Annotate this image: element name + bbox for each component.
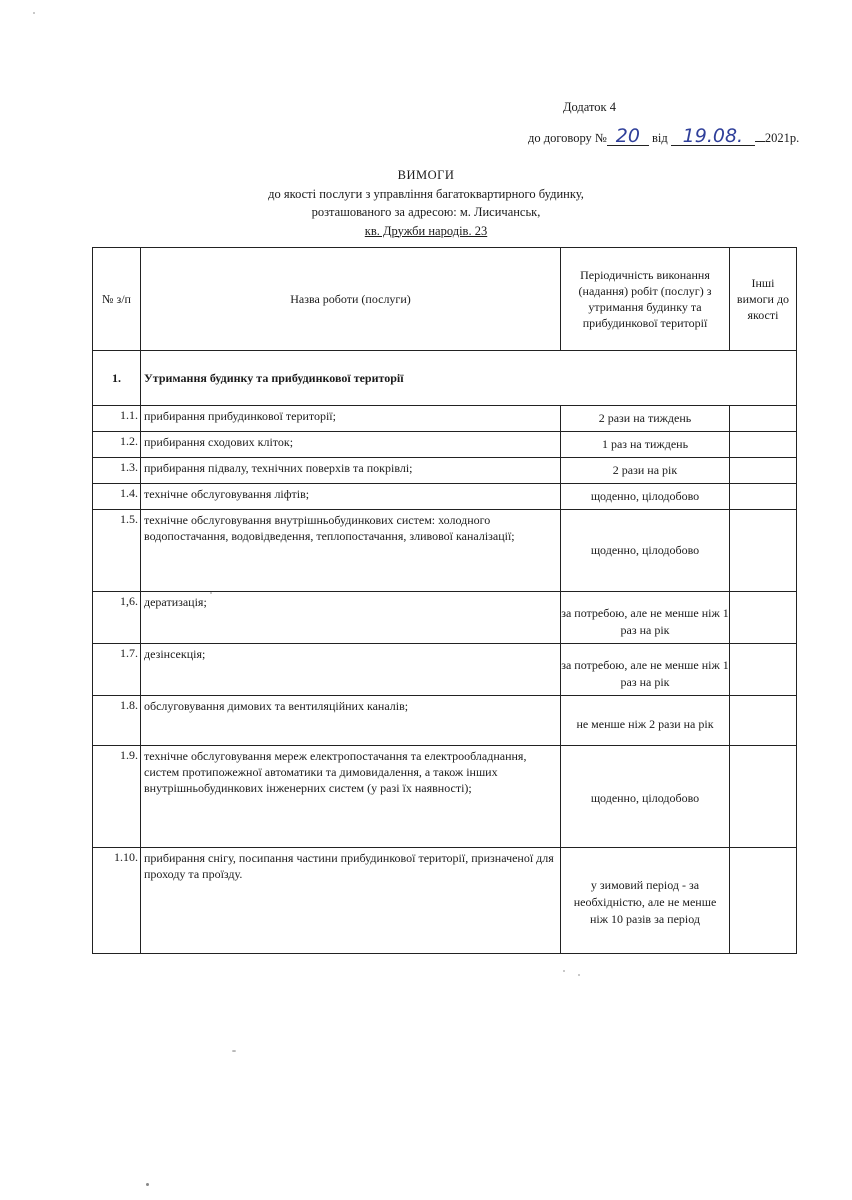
row-number: 1.7. [93,644,141,696]
header-other: Інші вимоги до якості [730,248,797,351]
row-periodicity: за потребою, але не менше ніж 1 раз на рік [561,644,730,696]
row-name: прибирання підвалу, технічних поверхів та покрівлі; [141,458,561,484]
table-row [93,484,797,510]
row-number: 1.2. [93,432,141,458]
row-periodicity: 1 раз на тиждень [561,432,730,458]
row-periodicity: не менше ніж 2 рази на рік [561,696,730,746]
contract-reference [528,127,799,146]
row-periodicity: щоденно, цілодобово [561,746,730,848]
header-periodicity: Періодичність виконання (надання) робіт (послуг) з утримання будинку та прибудинкової території [561,248,730,351]
section-number: 1. [93,351,141,406]
table-row [93,406,797,432]
row-number: 1.1. [93,406,141,432]
header-name: Назва роботи (послуги) [141,248,561,351]
table-row [93,644,797,696]
row-name: прибирання прибудинкової території; [141,406,561,432]
scan-speck [33,12,35,14]
table-row [93,510,797,592]
row-number: 1,6. [93,592,141,644]
row-other [730,696,797,746]
scan-speck [563,970,565,972]
row-name: прибирання снігу, посипання частини прибудинкової території, призначеної для проходу та проїзду. [141,848,561,954]
table-row [93,592,797,644]
contract-number-handwritten: 20 [607,127,649,146]
scan-speck [232,1050,236,1052]
contract-prefix: до договору № [528,131,607,145]
row-name: технічне обслуговування мереж електропостачання та електрообладнання, систем протипожежної автоматики та димовидалення, а також інших внутрішньобудинкових інженерних систем (у разі їх наявності); [141,746,561,848]
row-number: 1.3. [93,458,141,484]
row-periodicity: 2 рази на рік [561,458,730,484]
date-underline [755,127,765,142]
row-other [730,458,797,484]
table-row [93,432,797,458]
row-name: дезінсекція; [141,644,561,696]
row-number: 1.5. [93,510,141,592]
row-other [730,484,797,510]
row-periodicity: щоденно, цілодобово [561,484,730,510]
title-line-3: розташованого за адресою: м. Лисичанськ, [311,205,541,219]
section-title: Утримання будинку та прибудинкової території [141,351,797,406]
row-name: обслуговування димових та вентиляційних каналів; [141,696,561,746]
row-periodicity: у зимовий період - за необхідністю, але не менше ніж 10 разів за період [561,848,730,954]
row-number: 1.8. [93,696,141,746]
row-name: технічне обслуговування ліфтів; [141,484,561,510]
table-row [93,848,797,954]
row-other [730,848,797,954]
row-name: дератизація; [141,592,561,644]
row-periodicity: щоденно, цілодобово [561,510,730,592]
annex-label: Додаток 4 [563,100,616,114]
row-other [730,644,797,696]
row-name: технічне обслуговування внутрішньобудинкових систем: холодного водопостачання, водовідведення, теплопостачання, зливової каналізації; [141,510,561,592]
table-row [93,746,797,848]
table-row [93,696,797,746]
row-other [730,406,797,432]
title-address: кв. Дружби народів. 23 [364,223,488,238]
row-periodicity: 2 рази на тиждень [561,406,730,432]
row-number: 1.9. [93,746,141,848]
title-heading: ВИМОГИ [397,168,455,182]
header-num: № з/п [93,248,141,351]
table-row [93,458,797,484]
scan-speck [578,974,580,976]
row-other [730,510,797,592]
row-other [730,746,797,848]
row-periodicity: за потребою, але не менше ніж 1 раз на рік [561,592,730,644]
table-header-row [93,248,797,351]
scan-speck [146,1183,149,1186]
year-suffix: 2021р. [764,131,800,145]
row-other [730,432,797,458]
date-prefix: від [652,131,668,145]
contract-date-handwritten: 19.08. [671,127,755,146]
row-other [730,592,797,644]
row-name: прибирання сходових кліток; [141,432,561,458]
section-row [93,351,797,406]
requirements-table [92,247,797,954]
title-line-2: до якості послуги з управління багатоквартирного будинку, [268,186,584,201]
row-number: 1.10. [93,848,141,954]
document-title [0,166,852,240]
scan-speck [210,592,212,594]
row-number: 1.4. [93,484,141,510]
